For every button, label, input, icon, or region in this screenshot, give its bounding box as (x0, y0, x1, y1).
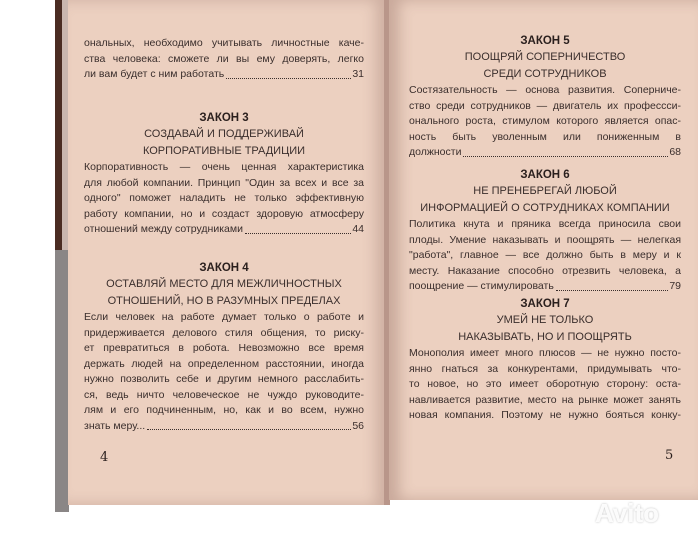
text-line: ся, ведь ничто человеческое не чуждо руководите- (84, 388, 364, 401)
text-line: Если человек на работе думает только о работе и (84, 311, 364, 323)
line-text: знать меру... (84, 419, 146, 432)
toc-entry-law-6 (409, 167, 681, 295)
toc-entry-law-5 (409, 33, 681, 161)
dot-leader (556, 279, 668, 291)
text-line: Состязательность — основа развития. Соперниче- (409, 84, 681, 96)
text-line: работу компании, но и создаст здоровую атмосферу (84, 207, 364, 220)
page-reference: 79 (669, 280, 681, 292)
toc-continuation (84, 36, 364, 83)
text-line: ство среди сотрудников — двигатель их профессси- (409, 99, 681, 112)
dot-leader (226, 67, 351, 79)
toc-line-with-page-ref (84, 222, 364, 238)
text-line: для любой компании. Принцип "Один за всех и все за (84, 176, 364, 189)
text-line: придерживается делового стиля общения, то риску- (84, 326, 364, 339)
text-line: янно гнаться за конкурентами, придумывать что- (409, 362, 681, 375)
law-number: ЗАКОН 6 (520, 169, 570, 181)
toc-line-with-page-ref (409, 279, 681, 295)
law-heading: КОРПОРАТИВНЫЕ ТРАДИЦИИ (142, 145, 306, 157)
toc-entry-law-4 (84, 260, 364, 434)
toc-entry-law-7 (409, 296, 681, 424)
text-line: плоды. Умение наказывать и поощрять — нелегкая (409, 233, 681, 246)
toc-entry-law-3 (84, 110, 364, 238)
line-text: поощрение — стимулировать (409, 280, 554, 292)
text-line: держать людей на определенном расстоянии, иногда (84, 357, 364, 370)
law-number: ЗАКОН 4 (199, 262, 249, 274)
law-number: ЗАКОН 7 (520, 298, 570, 310)
line-text: ли вам будет с ним работать (84, 68, 225, 80)
law-number: ЗАКОН 5 (520, 35, 570, 47)
line-text: отношений между сотрудниками (84, 223, 243, 235)
line-text: должности (409, 146, 462, 158)
law-heading: НЕ ПРЕНЕБРЕГАЙ ЛЮБОЙ (473, 185, 617, 197)
book-cover-strip (55, 250, 69, 512)
left-page (68, 0, 386, 505)
text-line: ет превратиться в робота. Невозможно все время (84, 342, 364, 354)
text-line: новая компания. Поэтому не нужно бояться конку- (409, 409, 681, 421)
dot-leader (245, 222, 351, 234)
text-line: ства человека: сможете ли вы ему доверять, легко (84, 52, 364, 65)
toc-line-with-page-ref (84, 419, 364, 435)
text-line: нужно позволить себе и другим немного расслабить- (84, 373, 364, 385)
text-line: то новое, но это имеет оборотную сторону: оста- (409, 378, 681, 390)
text-line: "работа", главное — все должно быть в меру и к (409, 249, 681, 261)
dot-leader (147, 419, 351, 431)
avito-watermark-logo: Avito (595, 498, 660, 528)
law-heading: ИНФОРМАЦИЕЙ О СОТРУДНИКАХ КОМПАНИИ (420, 202, 670, 214)
law-number: ЗАКОН 3 (199, 112, 249, 124)
text-line: месту. Наказание способно отрезвить человека, а (409, 264, 681, 277)
toc-line-with-page-ref (409, 145, 681, 161)
text-line: Политика кнута и пряника всегда приносила свои (409, 218, 681, 230)
law-heading: ОТНОШЕНИЙ, НО В РАЗУМНЫХ ПРЕДЕЛАХ (107, 295, 341, 307)
page-reference: 68 (669, 146, 681, 158)
text-line: Монополия имеет много плюсов — не нужно посто- (409, 347, 681, 359)
dot-leader (463, 145, 668, 157)
page-reference: 56 (352, 419, 364, 432)
text-line: Корпоративность — очень ценная характеристика (84, 161, 364, 173)
law-heading: НАКАЗЫВАТЬ, НО И ПООЩРЯТЬ (458, 331, 632, 343)
law-heading: ПООЩРЯЙ СОПЕРНИЧЕСТВО (464, 51, 626, 63)
text-line: онального роста, стимулом которого является опас- (409, 115, 681, 127)
law-heading: СРЕДИ СОТРУДНИКОВ (483, 68, 607, 80)
text-line: лям и его подчиненным, но, как и во всем, нужно (84, 404, 364, 416)
text-line: ональных, необходимо учитывать личностные каче- (84, 37, 364, 49)
law-heading: УМЕЙ НЕ ТОЛЬКО (496, 314, 594, 326)
page-reference: 31 (352, 68, 364, 80)
text-line: навливается развитие, место на рынке может занять (409, 393, 681, 406)
right-page (389, 0, 698, 500)
page-number: 4 (100, 450, 109, 465)
law-heading: ОСТАВЛЯЙ МЕСТО ДЛЯ МЕЖЛИЧНОСТНЫХ (106, 278, 342, 290)
law-heading: СОЗДАВАЙ И ПОДДЕРЖИВАЙ (144, 128, 304, 140)
text-line: ность быть уволенным или пониженным в (409, 130, 681, 143)
page-number: 5 (665, 448, 674, 463)
toc-line-with-page-ref (84, 67, 364, 83)
page-reference: 44 (352, 223, 364, 235)
text-line: одного" поможет наладить не только эффективную (84, 192, 364, 204)
